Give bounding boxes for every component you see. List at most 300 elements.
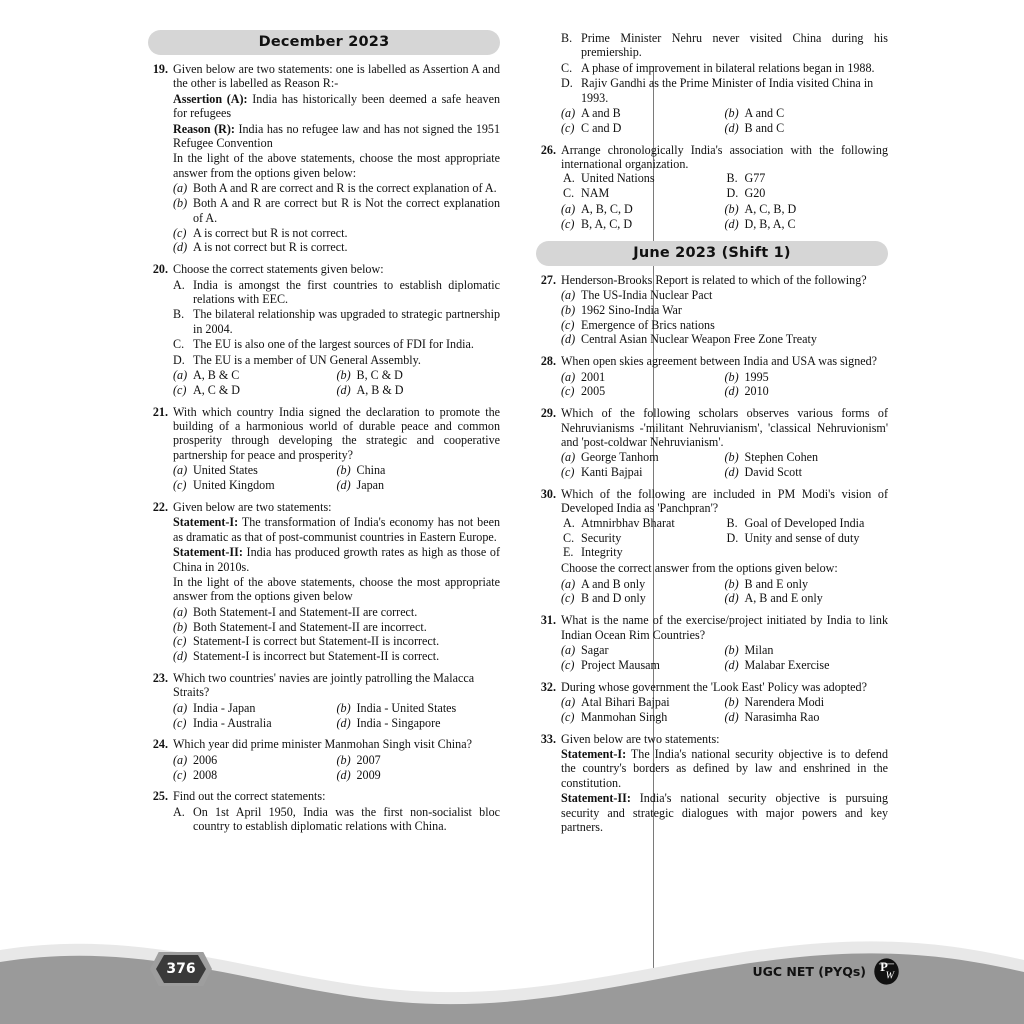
question-25 — [148, 789, 500, 833]
option-text: Both Statement-I and Statement-II are correct. — [193, 604, 418, 619]
sub-item-label: C. — [173, 337, 185, 352]
option-c[interactable] — [173, 716, 337, 731]
options-list — [173, 368, 500, 398]
statement-ii-line — [173, 545, 500, 574]
option-text: Both A and R are correct but R is Not the correct explanation of A. — [193, 196, 500, 225]
option-text: United States — [193, 463, 258, 478]
option-d[interactable] — [337, 716, 501, 731]
option-marker: (d) — [724, 384, 739, 399]
sub-item-label: B. — [726, 171, 738, 186]
question-28 — [536, 354, 888, 399]
option-marker: (d) — [561, 332, 576, 347]
option-a[interactable] — [561, 202, 725, 217]
option-row — [173, 240, 500, 255]
question-stem: Given below are two statements: — [561, 731, 720, 746]
option-a[interactable] — [173, 463, 337, 478]
footer-brand — [752, 958, 900, 985]
reason-label: Reason (R): — [173, 121, 235, 136]
statement-ii-label: Statement-II: — [173, 545, 243, 560]
option-marker: (b) — [724, 202, 739, 217]
page-number: 376 — [166, 961, 196, 977]
option-text: A, C & D — [193, 382, 241, 397]
option-text: Statement-I is correct but Statement-II is incorrect. — [193, 634, 440, 649]
option-text: A, B and E only — [744, 591, 823, 606]
option-d[interactable] — [173, 240, 500, 255]
option-text: 2007 — [356, 752, 381, 767]
option-c[interactable] — [561, 121, 725, 136]
option-row — [561, 303, 888, 318]
statement-i-text: The India's national security objective is to defend the country's borders as defined by law and enshrined in the constitution. — [561, 747, 888, 790]
option-text: Central Asian Nuclear Weapon Free Zone Treaty — [581, 332, 817, 347]
question-number: 25. — [152, 789, 168, 804]
sub-item-spacer — [725, 545, 889, 560]
option-text: Milan — [744, 643, 774, 658]
option-marker: (b) — [724, 576, 739, 591]
option-text: Malabar Exercise — [744, 657, 830, 672]
question-stem: Which two countries' navies are jointly patrolling the Malacca Straits? — [173, 670, 475, 700]
sub-item-d — [725, 186, 889, 201]
option-marker: (c) — [173, 225, 187, 240]
lead-in-text: In the light of the above statements, choose the most appropriate answer from the options given below: — [173, 151, 500, 180]
option-c[interactable] — [173, 478, 337, 493]
footer-brand-text: UGC NET (PYQs) — [752, 964, 866, 979]
option-marker: (c) — [173, 382, 187, 397]
option-a[interactable] — [561, 450, 725, 465]
option-text: A, B & D — [356, 382, 404, 397]
option-b[interactable] — [561, 303, 888, 318]
option-marker: (d) — [724, 216, 739, 231]
option-a[interactable] — [561, 288, 888, 303]
option-text: 2006 — [193, 752, 218, 767]
option-a[interactable] — [173, 605, 500, 620]
option-b[interactable] — [725, 450, 889, 465]
option-text: India - Japan — [193, 700, 256, 715]
question-number: 21. — [152, 404, 168, 419]
option-a[interactable] — [173, 181, 500, 196]
option-row — [561, 658, 888, 673]
option-text: A is not correct but R is correct. — [193, 240, 348, 255]
question-number: 26. — [540, 142, 556, 157]
option-marker: (c) — [173, 634, 187, 649]
options-list — [561, 577, 888, 607]
option-marker: (b) — [724, 695, 739, 710]
option-marker: (a) — [173, 463, 188, 478]
option-row — [173, 605, 500, 620]
option-b[interactable] — [725, 695, 889, 710]
question-number: 20. — [152, 262, 168, 277]
option-c[interactable] — [561, 710, 725, 725]
option-marker: (a) — [561, 369, 576, 384]
option-row — [561, 591, 888, 606]
sub-item-a — [561, 171, 725, 186]
option-d[interactable] — [173, 649, 500, 664]
lead-in-text: In the light of the above statements, choose the most appropriate answer from the options given below — [173, 574, 500, 604]
option-a[interactable] — [561, 577, 725, 592]
question-33 — [536, 732, 888, 835]
option-marker: (d) — [336, 382, 351, 397]
sub-item-text: The EU is also one of the largest sources of FDI for India. — [193, 337, 474, 352]
question-20 — [148, 262, 500, 397]
option-marker: (a) — [561, 643, 576, 658]
section-banner-december: December 2023 — [148, 30, 500, 55]
option-marker: (b) — [336, 752, 351, 767]
option-row — [561, 384, 888, 399]
option-d[interactable] — [725, 591, 889, 606]
option-b[interactable] — [725, 106, 889, 121]
statement-i-line — [173, 515, 500, 544]
sub-item-c — [561, 61, 888, 75]
sub-item-c — [173, 337, 500, 351]
option-d[interactable] — [725, 121, 889, 136]
option-text: 2008 — [193, 767, 218, 782]
options-list — [561, 643, 888, 673]
sub-item-text: NAM — [581, 186, 610, 201]
options-list — [561, 695, 888, 725]
option-row — [173, 716, 500, 731]
question-number: 23. — [152, 670, 168, 685]
sub-item-label: A. — [563, 515, 575, 530]
question-number: 22. — [152, 499, 168, 514]
option-row — [173, 753, 500, 768]
option-marker: (b) — [724, 106, 739, 121]
option-marker: (c) — [561, 465, 575, 480]
option-b[interactable] — [173, 620, 500, 635]
sub-item-text: India is amongst the first countries to establish diplomatic relations with EEC. — [193, 277, 500, 307]
option-b[interactable] — [337, 753, 501, 768]
question-number: 33. — [540, 731, 556, 746]
question-32 — [536, 680, 888, 725]
question-stem: Henderson-Brooks Report is related to which of the following? — [561, 272, 867, 287]
option-d[interactable] — [725, 384, 889, 399]
option-c[interactable] — [173, 634, 500, 649]
question-26 — [536, 143, 888, 232]
option-c[interactable] — [173, 383, 337, 398]
sub-item-row — [561, 545, 888, 560]
option-marker: (d) — [724, 465, 739, 480]
option-text: Stephen Cohen — [744, 450, 819, 465]
question-number: 29. — [540, 406, 556, 421]
question-number: 27. — [540, 272, 556, 287]
option-b[interactable] — [725, 643, 889, 658]
option-d[interactable] — [725, 465, 889, 480]
sub-item-b — [725, 516, 889, 531]
question-27 — [536, 273, 888, 348]
option-marker: (a) — [173, 752, 188, 767]
sub-item-text: The bilateral relationship was upgraded to strategic partnership in 2004. — [193, 307, 500, 336]
statement-i-label: Statement-I: — [173, 515, 239, 530]
sub-item-label: B. — [561, 31, 573, 45]
option-row — [173, 649, 500, 664]
sub-item-e — [561, 545, 725, 560]
question-number: 28. — [540, 354, 556, 369]
option-text: Both A and R are correct and R is the correct explanation of A. — [193, 181, 497, 196]
option-row — [561, 217, 888, 232]
sub-item-b — [173, 307, 500, 336]
sub-item-d — [725, 531, 889, 546]
option-marker: (a) — [173, 700, 188, 715]
question-stem: Choose the correct statements given below: — [173, 262, 384, 277]
option-text: George Tanhom — [581, 450, 659, 465]
option-row — [173, 768, 500, 783]
option-d[interactable] — [725, 710, 889, 725]
sub-item-text: Atmnirbhav Bharat — [581, 515, 675, 530]
option-text: A, B & C — [193, 368, 240, 383]
option-b[interactable] — [725, 370, 889, 385]
option-b[interactable] — [725, 202, 889, 217]
option-a[interactable] — [173, 753, 337, 768]
question-number: 32. — [540, 679, 556, 694]
sub-item-text: Unity and sense of duty — [744, 530, 860, 545]
option-d[interactable] — [725, 217, 889, 232]
options-list — [173, 753, 500, 783]
option-c[interactable] — [561, 217, 725, 232]
option-marker: (d) — [173, 649, 188, 664]
two-column-body — [148, 30, 888, 945]
sub-item-row — [561, 516, 888, 531]
option-b[interactable] — [337, 463, 501, 478]
option-row — [561, 121, 888, 136]
question-stem: Which of the following are included in PM Modi's vision of Developed India as 'Panchpran'? — [561, 487, 888, 516]
option-text: A and C — [744, 106, 785, 121]
question-number: 19. — [152, 62, 168, 76]
option-a[interactable] — [561, 370, 725, 385]
option-text: Narasimha Rao — [744, 709, 820, 724]
option-marker: (a) — [561, 288, 576, 303]
sub-item-text: Prime Minister Nehru never visited China during his premiership. — [581, 31, 888, 60]
option-marker: (d) — [336, 478, 351, 493]
sub-item-row — [561, 171, 888, 186]
option-text: 2009 — [356, 767, 381, 782]
option-text: B, A, C, D — [581, 216, 633, 231]
option-marker: (d) — [724, 120, 739, 135]
option-text: Both Statement-I and Statement-II are incorrect. — [193, 619, 427, 634]
options-list — [173, 181, 500, 255]
question-stem: During whose government the 'Look East' Policy was adopted? — [561, 679, 867, 694]
option-c[interactable] — [561, 465, 725, 480]
option-text: A and B only — [581, 576, 646, 591]
option-text: Sagar — [581, 643, 609, 658]
option-text: Manmohan Singh — [581, 709, 668, 724]
option-marker: (c) — [173, 715, 187, 730]
sub-item-text: On 1st April 1950, India was the first non-socialist bloc country to establish diplomatic relations with China. — [193, 804, 500, 834]
option-d[interactable] — [337, 478, 501, 493]
option-marker: (a) — [561, 106, 576, 121]
option-marker: (b) — [724, 369, 739, 384]
statement-ii-line — [561, 791, 888, 834]
option-marker: (d) — [173, 240, 188, 255]
option-d[interactable] — [561, 332, 888, 347]
option-text: 2001 — [581, 369, 606, 384]
sub-item-label: B. — [726, 515, 738, 530]
question-stem: When open skies agreement between India and USA was signed? — [561, 354, 878, 369]
option-text: B and E only — [744, 576, 808, 591]
sub-item-label: B. — [173, 307, 185, 322]
option-row — [173, 368, 500, 383]
sub-item-label: A. — [173, 804, 185, 819]
option-b[interactable] — [173, 196, 500, 226]
option-marker: (b) — [561, 302, 576, 317]
option-row — [561, 695, 888, 710]
option-c[interactable] — [173, 768, 337, 783]
option-marker: (c) — [561, 384, 575, 399]
reason-line — [173, 122, 500, 151]
option-a[interactable] — [561, 695, 725, 710]
option-text: A, C, B, D — [744, 202, 797, 217]
sub-item-text: Goal of Developed India — [744, 515, 865, 530]
question-30 — [536, 487, 888, 606]
option-text: United Kingdom — [193, 478, 275, 493]
option-marker: (b) — [724, 450, 739, 465]
options-list — [561, 288, 888, 347]
sub-item-row — [561, 186, 888, 201]
lead-in-text: Choose the correct answer from the options given below: — [561, 561, 838, 576]
option-row — [561, 106, 888, 121]
option-row — [561, 643, 888, 658]
pw-logo-icon — [873, 958, 900, 985]
sub-item-label: A. — [563, 171, 575, 186]
option-text: Statement-I is incorrect but Statement-II is correct. — [193, 649, 440, 664]
question-number: 24. — [152, 737, 168, 752]
sub-item-text: G20 — [744, 186, 766, 201]
option-d[interactable] — [337, 383, 501, 398]
option-marker: (c) — [561, 120, 575, 135]
sub-item-a — [561, 516, 725, 531]
option-text: India - Singapore — [356, 715, 441, 730]
sub-item-c — [561, 531, 725, 546]
option-text: China — [356, 463, 386, 478]
option-d[interactable] — [725, 658, 889, 673]
option-row — [561, 202, 888, 217]
option-c[interactable] — [561, 384, 725, 399]
option-text: 2010 — [744, 384, 769, 399]
question-29 — [536, 406, 888, 480]
option-row — [561, 370, 888, 385]
option-marker: (a) — [561, 202, 576, 217]
options-list — [173, 701, 500, 731]
option-c[interactable] — [561, 658, 725, 673]
sub-item-label: D. — [173, 352, 185, 367]
sub-item-d — [561, 76, 888, 105]
sub-item-label: D. — [726, 530, 739, 545]
sub-item-b — [725, 171, 889, 186]
option-marker: (c) — [561, 216, 575, 231]
option-text: Narendera Modi — [744, 695, 825, 710]
option-marker: (d) — [724, 657, 739, 672]
option-row — [561, 577, 888, 592]
sub-item-text: Integrity — [581, 545, 623, 560]
question-stem: With which country India signed the declaration to promote the building of a harmonious world of durable peace and common prosperity through developing the strategic and cooperative partnership for peace and prosperity? — [173, 404, 500, 462]
option-a[interactable] — [561, 643, 725, 658]
option-marker: (b) — [724, 643, 739, 658]
sub-item-c — [561, 186, 725, 201]
sub-item-text: A phase of improvement in bilateral relations began in 1988. — [581, 60, 875, 75]
option-text: B, C & D — [356, 368, 403, 383]
option-row — [173, 620, 500, 635]
option-marker: (b) — [336, 368, 351, 383]
sub-item-label: A. — [173, 277, 185, 292]
page-number-badge — [150, 952, 212, 986]
option-text: Kanti Bajpai — [581, 465, 643, 480]
statement-ii-label: Statement-II: — [561, 791, 631, 806]
reason-text: India has no refugee law and has not signed the 1951 Refugee Convention — [173, 121, 501, 151]
option-c[interactable] — [561, 318, 888, 333]
option-text: B and C — [744, 120, 785, 135]
sub-item-label: C. — [561, 60, 573, 75]
option-row — [561, 450, 888, 465]
option-row — [173, 463, 500, 478]
option-marker: (d) — [724, 709, 739, 724]
sub-item-a — [173, 805, 500, 834]
question-23 — [148, 671, 500, 730]
statement-ii-text: India's national security objective is pursuing security and strategic dialogues with major powers and key partners. — [561, 791, 888, 835]
option-marker: (c) — [173, 767, 187, 782]
option-text: C and D — [581, 120, 622, 135]
sub-item-label: D. — [561, 76, 573, 91]
option-marker: (a) — [173, 604, 188, 619]
sub-item-label: C. — [563, 186, 575, 201]
option-text: A and B — [581, 106, 621, 121]
option-marker: (d) — [336, 767, 351, 782]
option-marker: (c) — [561, 657, 575, 672]
sub-item-row — [561, 531, 888, 546]
option-d[interactable] — [337, 768, 501, 783]
assertion-text: India has historically been deemed a safe heaven for refugees — [173, 91, 500, 121]
right-column — [536, 30, 888, 841]
option-a[interactable] — [561, 106, 725, 121]
question-22 — [148, 500, 500, 664]
option-a[interactable] — [173, 701, 337, 716]
options-list — [173, 463, 500, 493]
option-marker: (a) — [561, 576, 576, 591]
question-19 — [148, 62, 500, 255]
option-row — [173, 181, 500, 196]
statement-i-text: The transformation of India's economy has not been as dramatic as that of post-communist countries in Eastern Europe. — [173, 515, 500, 544]
option-b[interactable] — [337, 701, 501, 716]
question-number: 31. — [540, 613, 556, 628]
option-text: India - Australia — [193, 715, 272, 730]
option-text: B and D only — [581, 591, 646, 606]
option-marker: (c) — [173, 478, 187, 493]
option-row — [561, 465, 888, 480]
sub-item-text: Security — [581, 530, 622, 545]
option-b[interactable] — [725, 577, 889, 592]
option-a[interactable] — [173, 368, 337, 383]
svg-text:P: P — [880, 960, 888, 975]
question-stem: Find out the correct statements: — [173, 789, 326, 804]
sub-item-d — [173, 353, 500, 367]
option-marker: (a) — [561, 695, 576, 710]
section-banner-june: June 2023 (Shift 1) — [536, 241, 888, 266]
question-25-continued — [536, 31, 888, 136]
sub-item-text: The EU is a member of UN General Assembly. — [193, 352, 421, 367]
options-list — [561, 106, 888, 136]
option-text: Emergence of Brics nations — [581, 317, 715, 332]
option-text: Japan — [356, 478, 385, 493]
option-text: India - United States — [356, 700, 457, 715]
option-marker: (d) — [336, 715, 351, 730]
question-24 — [148, 737, 500, 782]
options-list — [173, 605, 500, 664]
option-row — [561, 332, 888, 347]
option-marker: (b) — [173, 196, 188, 211]
sub-item-label: C. — [563, 530, 575, 545]
option-c[interactable] — [561, 591, 725, 606]
question-31 — [536, 613, 888, 672]
option-c[interactable] — [173, 226, 500, 241]
question-stem: Which year did prime minister Manmohan Singh visit China? — [173, 737, 472, 752]
option-row — [561, 318, 888, 333]
option-b[interactable] — [337, 368, 501, 383]
